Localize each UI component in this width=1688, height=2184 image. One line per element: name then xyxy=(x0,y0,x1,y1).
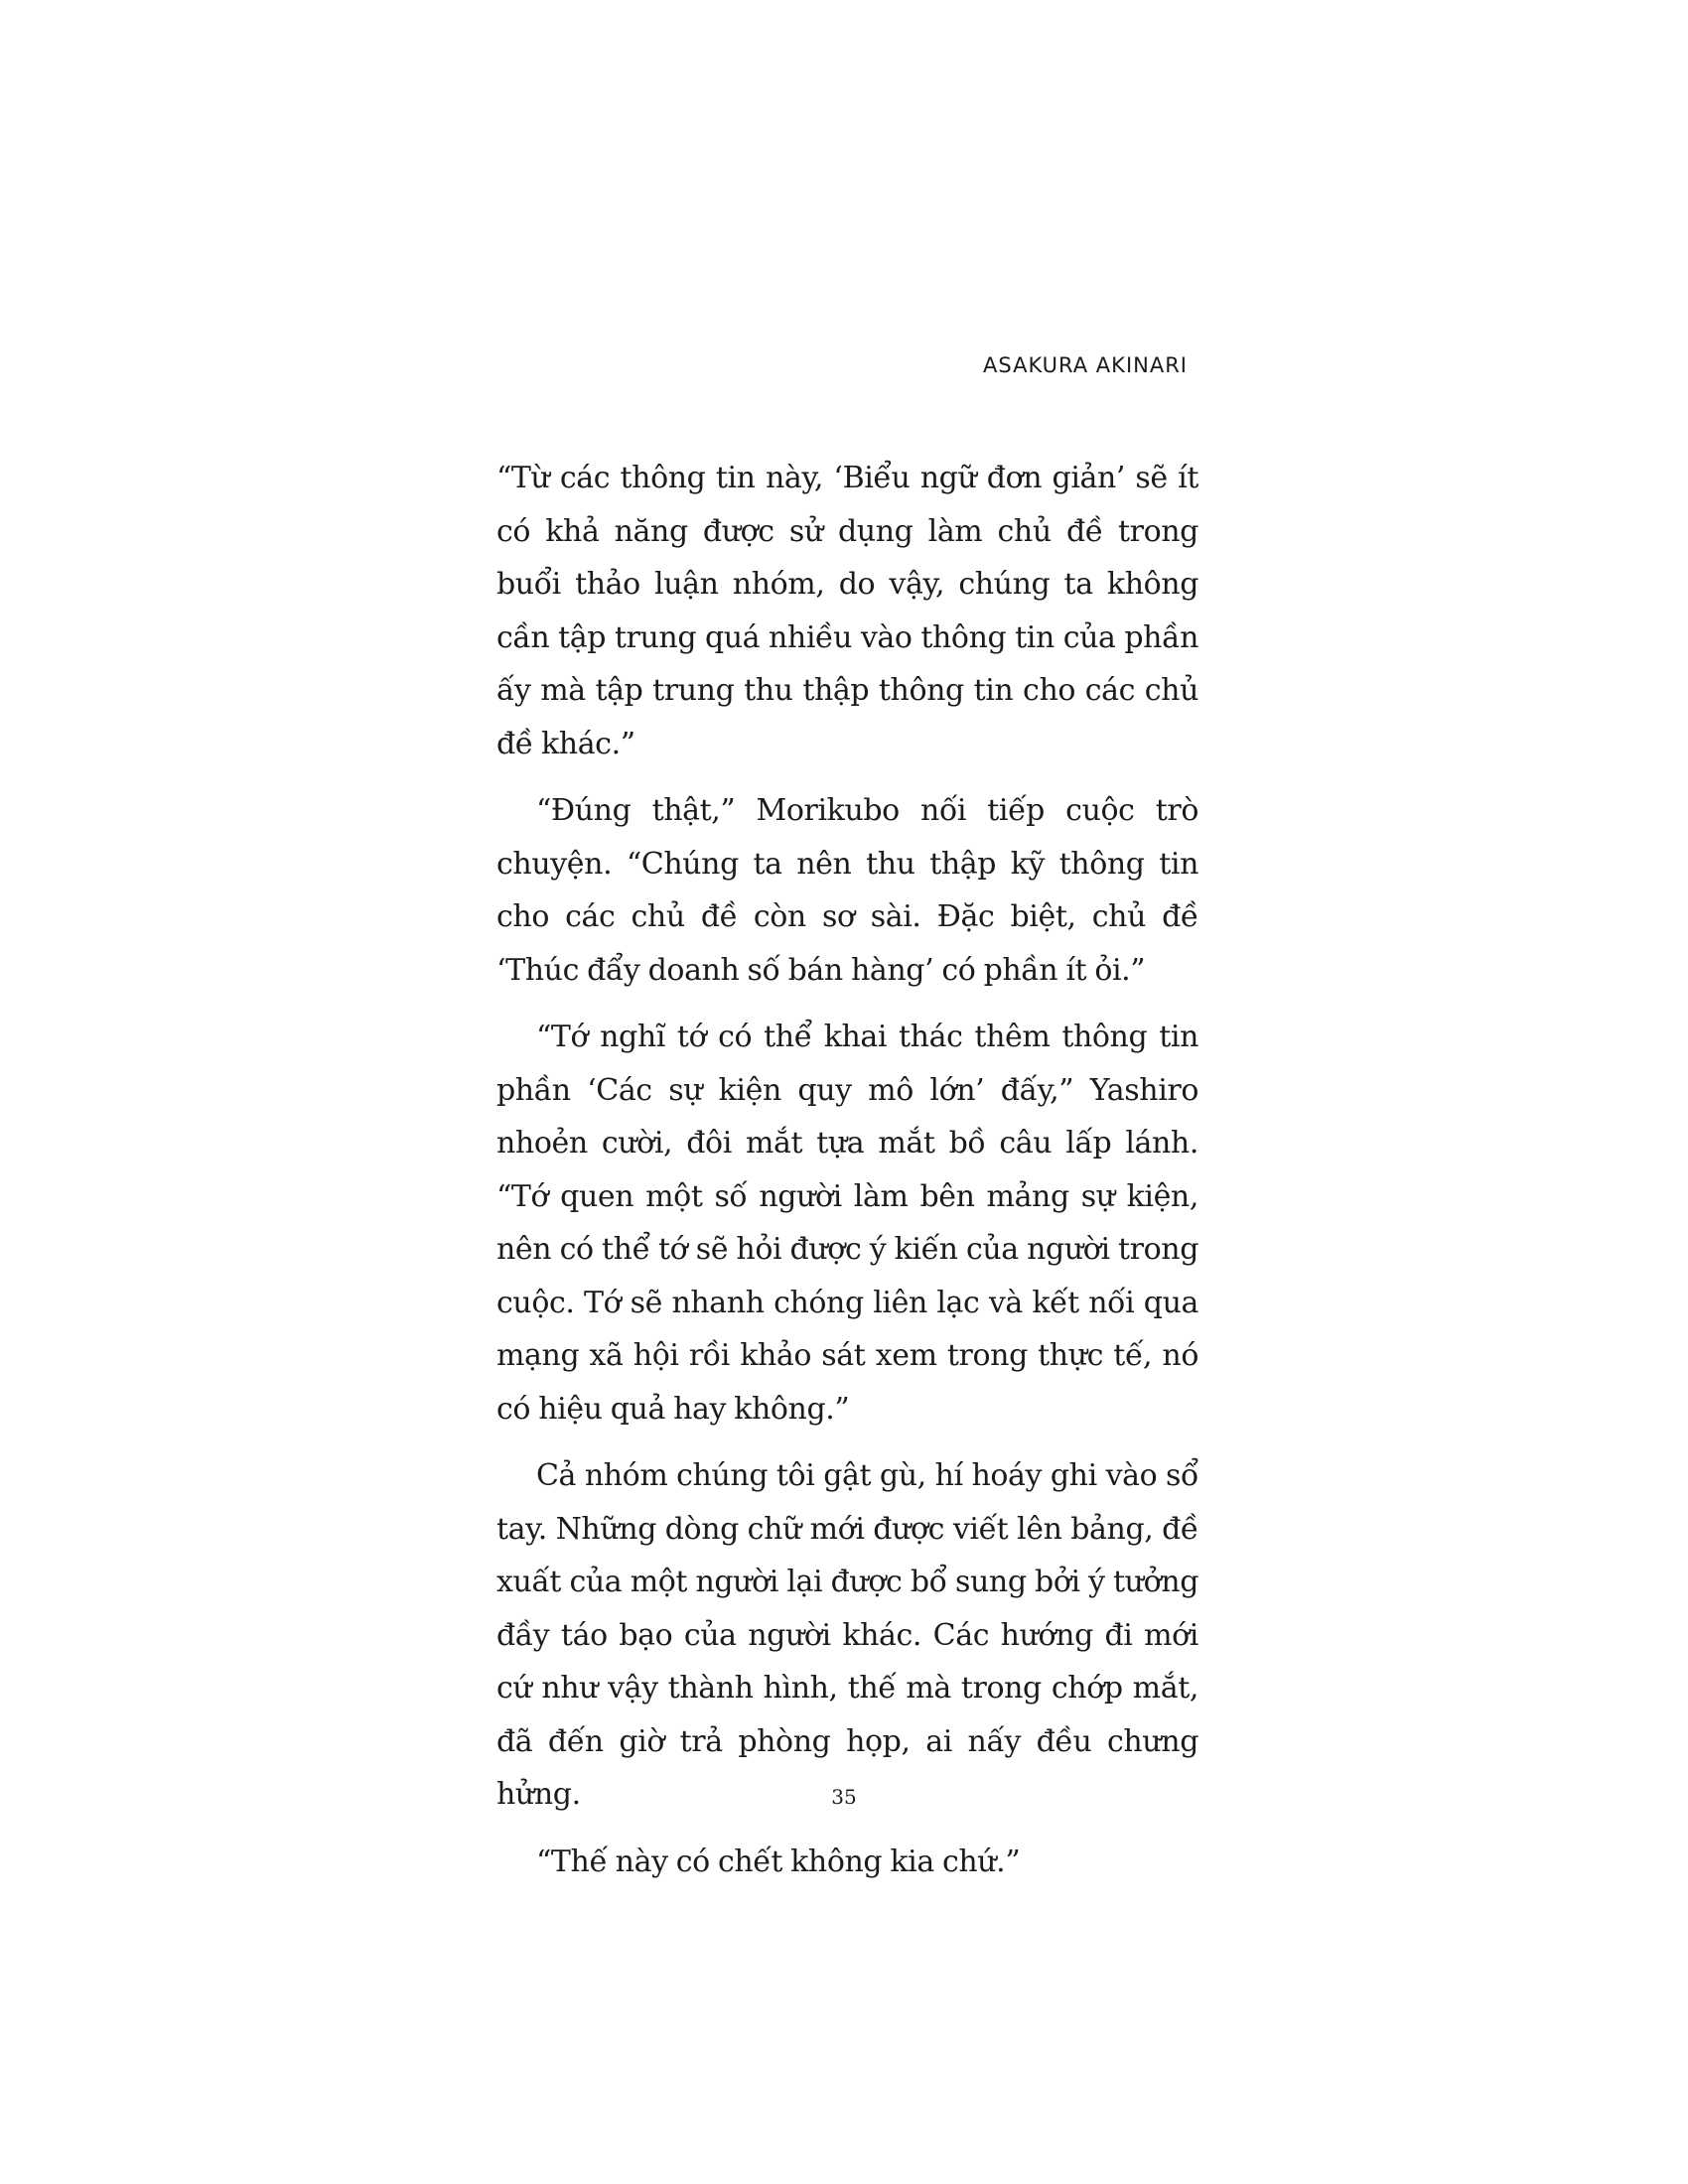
paragraph: “Đúng thật,” Morikubo nối tiếp cuộc trò chuyện. “Chúng ta nên thu thập kỹ thông tin cho các chủ đề còn sơ sài. Đặc biệt, chủ đề ‘Thúc đẩy doanh số bán hàng’ có phần ít ỏi.” xyxy=(496,793,1198,988)
paragraph: Cả nhóm chúng tôi gật gù, hí hoáy ghi vào sổ tay. Những dòng chữ mới được viết lên bảng, đề xuất của một người lại được bổ sung bởi ý tưởng đầy táo bạo của người khác. Các hướng đi mới cứ như vậy thành hình, thế mà trong chớp mắt, đã đến giờ trả phòng họp, ai nấy đều chưng hửng. xyxy=(496,1458,1198,1812)
body-text xyxy=(496,452,1198,1902)
paragraph: “Thế này có chết không kia chứ.” xyxy=(536,1843,1021,1879)
running-header: ASAKURA AKINARI xyxy=(983,353,1188,377)
page-number: 35 xyxy=(831,1785,857,1809)
paragraph: “Từ các thông tin này, ‘Biểu ngữ đơn giản’ sẽ ít có khả năng được sử dụng làm chủ đề trong buổi thảo luận nhóm, do vậy, chúng ta không cần tập trung quá nhiều vào thông tin của phần ấy mà tập trung thu thập thông tin cho các chủ đề khác.” xyxy=(496,461,1198,761)
paragraph: “Tớ nghĩ tớ có thể khai thác thêm thông tin phần ‘Các sự kiện quy mô lớn’ đấy,” Yashiro nhoẻn cười, đôi mắt tựa mắt bồ câu lấp lánh. “Tớ quen một số người làm bên mảng sự kiện, nên có thể tớ sẽ hỏi được ý kiến của người trong cuộc. Tớ sẽ nhanh chóng liên lạc và kết nối qua mạng xã hội rồi khảo sát xem trong thực tế, nó có hiệu quả hay không.” xyxy=(496,1020,1198,1427)
